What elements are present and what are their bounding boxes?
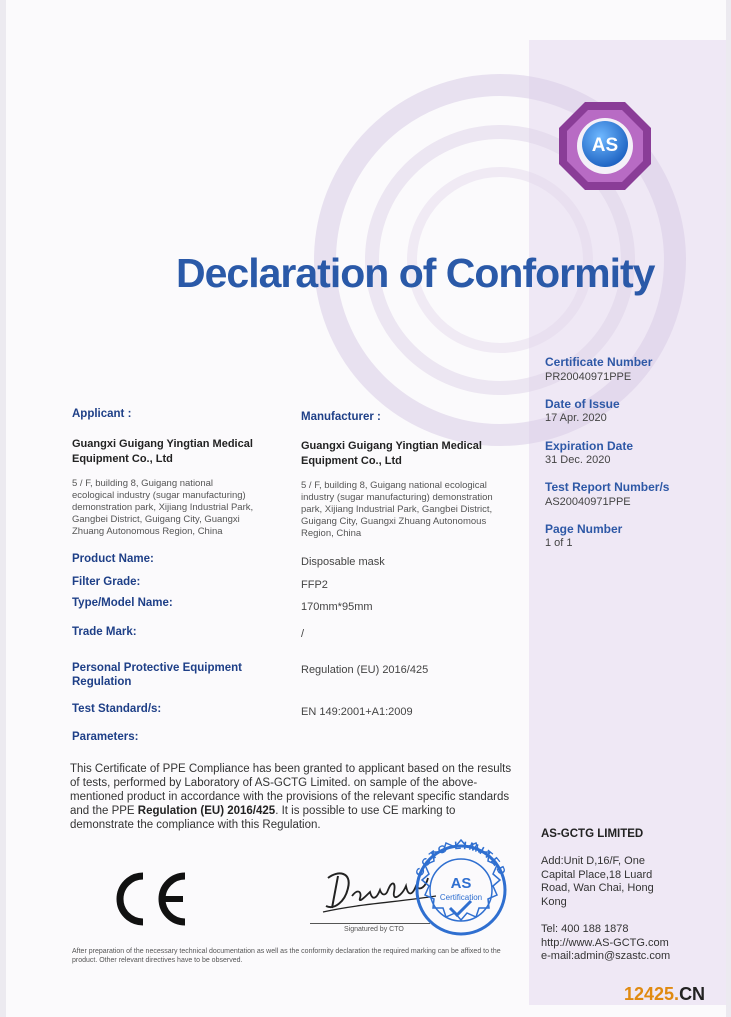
date-of-issue-label: Date of Issue: [545, 397, 620, 411]
ppe-regulation-label-line: Regulation: [72, 676, 132, 688]
date-of-issue-value: 17 Apr. 2020: [545, 412, 607, 424]
test-report-value: AS20040971PPE: [545, 496, 631, 508]
applicant-address: [72, 478, 287, 538]
applicant-company-line: Guangxi Guigang Yingtian Medical: [72, 438, 253, 450]
certificate-number-label: Certificate Number: [545, 355, 653, 369]
test-standard-label: Test Standard/s:: [72, 703, 162, 715]
statement-regulation: Regulation (EU) 2016/425: [137, 805, 276, 817]
product-name-label: Product Name:: [72, 553, 154, 565]
model-name-label: Type/Model Name:: [72, 597, 173, 609]
certification-stamp-icon: [398, 832, 524, 942]
certificate-number-value: PR20040971PPE: [545, 371, 632, 383]
address-line: Guigang City, Guangxi Zhuang Autonomous: [301, 516, 487, 527]
document-title: Declaration of Conformity: [176, 250, 655, 296]
address-line: Zhuang Autonomous Region, China: [72, 526, 223, 537]
site-watermark: [624, 984, 705, 1005]
manufacturer-address: [301, 480, 516, 540]
site-watermark-suffix: CN: [679, 984, 706, 1004]
manufacturer-label: Manufacturer :: [301, 411, 381, 423]
agency-name: AS-GCTG LIMITED: [541, 828, 644, 840]
applicant-company: [72, 437, 292, 467]
filter-grade-label: Filter Grade:: [72, 576, 141, 588]
ce-mark-icon: [107, 868, 189, 930]
address-line: Region, China: [301, 528, 362, 539]
stamp-sub-text: Certification: [439, 893, 483, 902]
test-standard-value: EN 149:2001+A1:2009: [301, 706, 413, 718]
expiration-date-value: 31 Dec. 2020: [545, 454, 611, 466]
page-number-value: 1 of 1: [545, 537, 573, 549]
footnote: After preparation of the necessary technical documentation as well as the conformity declaration the required marking can be affixed to the product. Other relevant directives have to be observed.: [72, 948, 501, 964]
ppe-regulation-value: Regulation (EU) 2016/425: [301, 664, 429, 676]
address-line: 5 / F, building 8, Guigang national: [72, 478, 214, 489]
agency-tel: Tel: 400 188 1878: [541, 923, 629, 935]
agency-address: Add:Unit D,16/F, One Capital Place,18 Luard Road, Wan Chai, Hong Kong: [541, 855, 654, 908]
trade-mark-value: /: [301, 628, 305, 640]
ppe-regulation-label-line: Personal Protective Equipment: [72, 662, 242, 674]
product-name-value: Disposable mask: [301, 556, 385, 568]
test-report-label: Test Report Number/s: [545, 480, 670, 494]
ppe-regulation-label: [72, 661, 242, 689]
page-number-label: Page Number: [545, 522, 623, 536]
signature-caption: Signatured by CTO: [344, 926, 404, 933]
site-watermark-main: 12425.: [624, 984, 680, 1004]
address-line: 5 / F, building 8, Guigang national ecological: [301, 480, 487, 491]
agency-website-link[interactable]: http://www.AS-GCTG.com: [541, 936, 669, 949]
address-line: park, Xijiang Industrial Park, Gangbei District,: [301, 504, 493, 515]
manufacturer-company-line: Equipment Co., Ltd: [301, 455, 402, 467]
logo-text: AS: [591, 135, 619, 156]
stamp-ring-text: GCTG LIMITED: [413, 839, 509, 879]
statement-text: . It is possible to use CE marking to demonstrate the compliance with this Regulation.: [70, 805, 456, 831]
as-logo-icon: [557, 100, 653, 192]
applicant-company-line: Equipment Co., Ltd: [72, 453, 173, 465]
manufacturer-company: [301, 439, 521, 469]
expiration-date-label: Expiration Date: [545, 439, 634, 453]
address-line: Gangbei District, Guigang City, Guangxi: [72, 514, 240, 525]
agency-contact: [541, 923, 670, 964]
stamp-center-text: AS: [450, 875, 472, 892]
address-line: ecological industry (sugar manufacturing): [72, 490, 246, 501]
compliance-statement: [70, 762, 520, 832]
agency-email-link[interactable]: e-mail:admin@szastc.com: [541, 950, 671, 962]
manufacturer-company-line: Guangxi Guigang Yingtian Medical: [301, 440, 482, 452]
trade-mark-label: Trade Mark:: [72, 626, 137, 638]
parameters-label: Parameters:: [72, 731, 139, 743]
statement-text: This Certificate of PPE Compliance has been granted to applicant based on the results of tests, performed by Laboratory of AS-GCTG Limited. on sample of the above-mentioned product in accordance with the provisions of the relevant specific standards and the PPE: [70, 763, 512, 817]
model-name-value: 170mm*95mm: [301, 601, 373, 613]
filter-grade-value: FFP2: [301, 579, 328, 591]
applicant-label: Applicant :: [72, 408, 132, 420]
address-line: industry (sugar manufacturing) demonstration: [301, 492, 493, 503]
address-line: demonstration park, Xijiang Industrial Park,: [72, 502, 254, 513]
